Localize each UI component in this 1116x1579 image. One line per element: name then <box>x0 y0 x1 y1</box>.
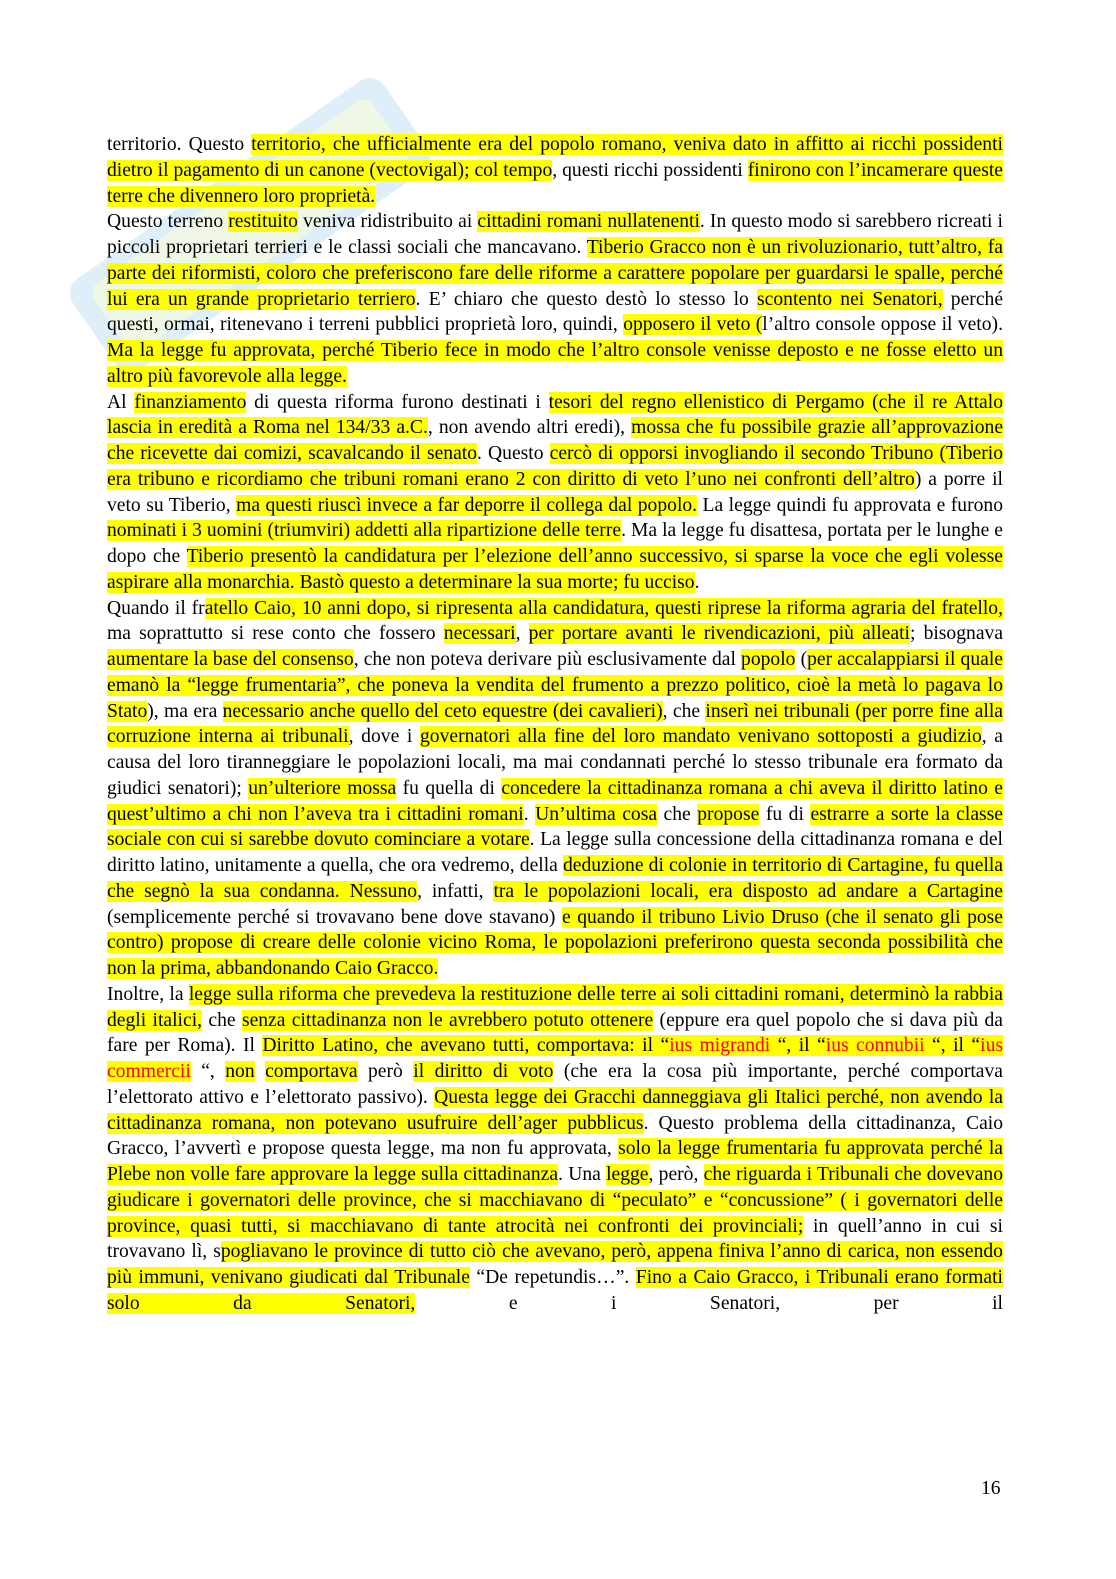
text-run: di questa riforma furono destinati i <box>246 391 549 413</box>
text-run: Inoltre, la <box>107 983 189 1005</box>
text-run: e i Senatori, per il <box>415 1292 1003 1314</box>
highlighted-text: tesori del regno ellenistico di Pergamo (che il re Attalo lascia in eredità a Roma nel 134/33 a.C. <box>107 391 1003 439</box>
text-run: . E’ chiaro che questo destò lo stesso lo <box>415 288 758 310</box>
highlighted-text: deduzione di colonie in territorio di Cartagine, fu quella che segnò la sua condanna. Nessuno <box>107 855 1003 902</box>
highlighted-text: un’ulteriore mossa <box>248 777 397 799</box>
highlighted-text: finanziamento <box>134 391 247 413</box>
text-run: Al <box>107 391 135 413</box>
text-run: , infatti, <box>417 880 494 902</box>
text-run: però <box>357 1061 414 1082</box>
highlighted-text: tra le popolazioni locali, era disposto ad andare a Cartagine <box>493 880 1003 902</box>
paragraph <box>107 209 1003 389</box>
highlighted-text: cercò di opporsi invogliando il secondo Tribuno (Tiberio era tribuno e ricordiamo che tribuni romani erano 2 con diritto di veto l’uno nei confronti dell’altro <box>107 443 1003 490</box>
text-run: . In questo modo si sarebbero ricreati i piccoli proprietari terrieri e le classi sociali che mancavano. <box>107 211 1004 258</box>
highlighted-text: estrarre a sorte la classe sociale con cui si sarebbe dovuto cominciare a votare <box>107 803 1003 851</box>
highlighted-text: concedere la cittadinanza romana a chi aveva il diritto latino e quest’ultimo a chi non l’aveva tra i cittadini romani <box>107 777 1003 825</box>
text-run: ) a porre il veto su Tiberio, <box>107 468 1003 516</box>
highlighted-text: inserì nei tribunali (per porre fine alla corruzione interna ai tribunali <box>107 700 1004 748</box>
text-run <box>255 1061 265 1082</box>
highlighted-text: “, il “ <box>770 1035 826 1057</box>
highlighted-text: ma questi riuscì invece a far deporre il collega dal popolo. <box>236 494 698 516</box>
text-run: (semplicemente perché si trovavano bene dove stavano) <box>107 906 562 928</box>
text-run: . La legge sulla concessione della cittadinanza romana e del diritto latino, unitamente a quella, che ora vedremo, della <box>107 829 1003 876</box>
highlighted-text: e quando il tribuno Livio Druso (che il senato gli pose contro) propose di creare delle colonie vicino Roma, le popolazioni preferirono questa seconda possibilità che non la prima, abbandonando Caio Gracco. <box>107 906 1004 979</box>
text-run: . Una <box>558 1164 607 1185</box>
highlighted-text: necessari <box>443 623 516 645</box>
highlighted-red-term: ius commercii <box>107 1035 1003 1082</box>
text-run: , non avendo altri eredi), <box>427 417 632 439</box>
text-run: veniva ridistribuito ai <box>297 211 478 233</box>
text-run: fu quella di <box>396 777 502 799</box>
highlighted-text: legge <box>606 1164 649 1185</box>
highlighted-text: solo la legge frumentaria fu approvata perché la Plebe non volle fare approvare la legge sulla cittadinanza <box>107 1138 1003 1185</box>
highlighted-text: propose <box>697 803 760 825</box>
highlighted-text: opposero il veto ( <box>623 314 763 336</box>
paragraph <box>107 132 1003 209</box>
text-run: . Ma la legge fu disattesa, portata per le lunghe e dopo che <box>107 520 1003 567</box>
highlighted-text: atello Caio, 10 anni dopo, si ripresenta alla candidatura, questi riprese la riforma agraria del fratello, <box>204 597 1003 619</box>
text-run: , questi ricchi possidenti <box>552 159 748 181</box>
highlighted-text: necessario anche quello del ceto equestre (dei cavalieri) <box>222 700 663 722</box>
text-run: ; bisognava <box>909 623 1004 645</box>
text-run: , che <box>662 700 706 722</box>
highlighted-red-term: ius migrandi <box>669 1035 771 1057</box>
text-run: (che era la cosa più importante, perché comportava l’elettorato attivo e l’elettorato passivo). <box>107 1061 1003 1108</box>
highlighted-text: Un’ultima cosa <box>535 803 658 825</box>
paragraph <box>107 982 1003 1317</box>
text-run: Questo terreno <box>107 211 229 233</box>
text-run: . Questo problema della cittadinanza, Caio Gracco, l’avvertì e propose questa legge, ma non fu approvata, <box>107 1112 1004 1160</box>
highlighted-text: popolo <box>741 649 796 670</box>
highlighted-text: per accalappiarsi il quale emanò la “legge frumentaria”, che poneva la vendita del frumento a prezzo politico, cioè la metà lo pagava lo Stato <box>107 649 1003 722</box>
text-run: perché questi, ormai, ritenevano i terreni pubblici proprietà loro, quindi, <box>107 288 1004 336</box>
text-run: ma soprattutto si rese conto che fossero <box>107 623 444 645</box>
highlighted-text: Tiberio presentò la candidatura per l’elezione dell’anno successivo, si sparse la voce che egli volesse aspirare alla monarchia. Bastò questo a determinare la sua morte; fu ucciso <box>107 546 1004 593</box>
highlighted-text: governatori alla fine del loro mandato venivano sottoposti a giudizio <box>420 726 982 748</box>
highlighted-text: territorio, che ufficialmente era del popolo romano, veniva dato in affitto ai ricchi possidenti dietro il pagamento di un canone (vectovigal); col tempo <box>107 134 1003 181</box>
text-run: che <box>202 1009 242 1031</box>
highlighted-text: senza cittadinanza non le avrebbero potuto ottenere <box>241 1009 654 1031</box>
highlighted-text: Fino a Caio Gracco, i Tribunali erano formati solo da Senatori, <box>107 1267 1003 1314</box>
text-run: , che non poteva derivare più esclusivamente dal <box>353 649 742 670</box>
highlighted-text: per portare avanti le rivendicazioni, più alleati <box>528 623 910 645</box>
text-run: La legge quindi fu approvata e furono <box>697 494 1003 516</box>
text-run: in quell’anno in cui si trovavano lì, s <box>107 1215 1003 1263</box>
text-run: , dove i <box>348 726 420 748</box>
text-run: , a causa del loro tiranneggiare le popolazioni locali, ma mai condannati perché lo stesso tribunale era formato da giudici senatori); <box>107 726 1004 799</box>
highlighted-text: restituito <box>228 211 298 233</box>
text-run: ( <box>795 649 808 670</box>
text-run: , <box>515 623 529 645</box>
paragraph <box>107 390 1003 596</box>
highlighted-text: Tiberio Gracco non è un rivoluzionario, tutt’altro, fa parte dei riformisti, coloro che preferiscono fare delle riforme a carattere popolare per guardarsi le spalle, perché lui era un grande proprietario terriero <box>107 237 1004 310</box>
text-run: “, <box>190 1061 226 1082</box>
text-run: ), ma era <box>147 700 223 722</box>
text-run: . Questo <box>477 443 550 464</box>
highlighted-text: pogliavano le province di tutto ciò che avevano, però, appena finiva l’anno di carica, non essendo più immuni, venivano giudicati dal Tribunale <box>107 1241 1003 1288</box>
text-run: Quando il fr <box>107 597 205 619</box>
highlighted-text: non <box>225 1061 255 1082</box>
highlighted-text: il diritto di voto <box>413 1061 554 1082</box>
highlighted-text: Ma la legge fu approvata, perché Tiberio fece in modo che l’altro console venisse deposto e ne fosse eletto un altro più favorevole alla legge. <box>107 340 1003 387</box>
highlighted-text: che riguarda i Tribunali che dovevano giudicare i governatori delle province, che si macchiavano di “peculato” e “concussione” ( i governatori delle province, quasi tutti, si macchiavano di tante atrocità nei confronti dei provinciali; <box>107 1164 1003 1237</box>
text-run: fu di <box>759 803 811 825</box>
paragraph <box>107 596 1003 982</box>
highlighted-text: comportava <box>265 1061 358 1082</box>
text-run: . <box>523 803 536 825</box>
highlighted-text: nominati i 3 uomini (triumviri) addetti alla ripartizione delle terre <box>107 520 622 542</box>
highlighted-text: scontento nei Senatori, <box>757 288 943 310</box>
text-run: che <box>657 803 698 825</box>
highlighted-text: “, il “ <box>924 1035 981 1057</box>
highlighted-text: finirono con l’incamerare queste terre che divennero loro proprietà. <box>107 159 1003 207</box>
highlighted-text: cittadini romani nullatenenti <box>477 211 700 233</box>
highlighted-text: Diritto Latino, che avevano tutti, comportava: il “ <box>262 1035 670 1057</box>
text-run: , però, <box>648 1164 704 1185</box>
text-run: territorio. Questo <box>107 134 252 155</box>
highlighted-red-term: ius connubii <box>825 1035 925 1057</box>
text-run: l’altro console oppose il veto). <box>762 314 1003 336</box>
text-run: (eppure era quel popolo che si dava più da fare per Roma). Il <box>107 1009 1003 1057</box>
document-body <box>107 132 1003 1317</box>
highlighted-text: legge sulla riforma che prevedeva la restituzione delle terre ai soli cittadini romani, determinò la rabbia degli italici, <box>107 983 1003 1031</box>
text-run: “De repetundis…”. <box>469 1267 636 1288</box>
highlighted-text: aumentare la base del consenso <box>107 649 354 670</box>
page-number: 16 <box>981 1478 1001 1499</box>
highlighted-text: Questa legge dei Gracchi danneggiava gli Italici perché, non avendo la cittadinanza romana, non potevano usufruire dell’ager pubblicus <box>107 1086 1003 1134</box>
text-run: . <box>694 571 700 593</box>
highlighted-text: mossa che fu possibile grazie all’approvazione che ricevette dai comizi, scavalcando il senato <box>107 417 1004 464</box>
